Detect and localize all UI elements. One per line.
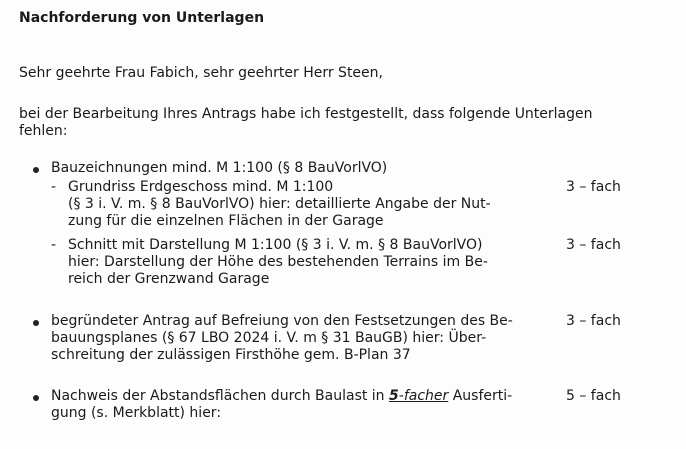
subitem-1a-line-1: Grundriss Erdgeschoss mind. M 1:100 (68, 179, 334, 195)
document-heading: Nachforderung von Unterlagen (19, 10, 265, 26)
subitem-1b-line-3: reich der Grenzwand Garage (68, 271, 270, 287)
item-2-line-2: bauungsplanes (§ 67 LBO 2024 i. V. m § 31 BauGB) hier: Über- (51, 330, 487, 346)
bullet-icon (33, 167, 39, 173)
item-3-fach: -facher (398, 388, 449, 404)
intro-text-line-1: bei der Bearbeitung Ihres Antrags habe ich festgestellt, dass folgende Unterlagen (19, 106, 593, 122)
item-3-text-b: Ausferti- (448, 388, 513, 404)
subitem-1b-line-2: hier: Darstellung der Höhe des bestehenden Terrains im Be- (68, 254, 488, 270)
subitem-1b-quantity: 3 – fach (566, 237, 621, 253)
item-2-line-3: schreitung der zulässigen Firsthöhe gem. B-Plan 37 (51, 347, 411, 363)
subitem-1a-line-3: zung für die einzelnen Flächen in der Garage (68, 213, 384, 229)
dash-icon: - (51, 237, 57, 253)
item-2-quantity: 3 – fach (566, 313, 621, 329)
subitem-1a-quantity: 3 – fach (566, 179, 621, 195)
item-3-text-a: Nachweis der Abstandsflächen durch Baulast in (51, 388, 390, 404)
item-3-quantity: 5 – fach (566, 388, 621, 404)
item-3-count: 5 (389, 388, 399, 404)
item-3-line-2: gung (s. Merkblatt) hier: (51, 405, 222, 421)
dash-icon: - (51, 179, 57, 195)
bullet-icon (33, 395, 39, 401)
intro-text-line-2: fehlen: (19, 123, 68, 139)
item-1-text: Bauzeichnungen mind. M 1:100 (§ 8 BauVorlVO) (51, 160, 388, 176)
subitem-1b-line-1: Schnitt mit Darstellung M 1:100 (§ 3 i. V. m. § 8 BauVorlVO) (68, 237, 483, 253)
salutation: Sehr geehrte Frau Fabich, sehr geehrter Herr Steen, (19, 65, 383, 81)
item-3-line-1 (51, 388, 512, 405)
bullet-icon (33, 320, 39, 326)
item-2-line-1: begründeter Antrag auf Befreiung von den Festsetzungen des Be- (51, 313, 513, 329)
subitem-1a-line-2: (§ 3 i. V. m. § 8 BauVorlVO) hier: detaillierte Angabe der Nut- (68, 196, 491, 212)
